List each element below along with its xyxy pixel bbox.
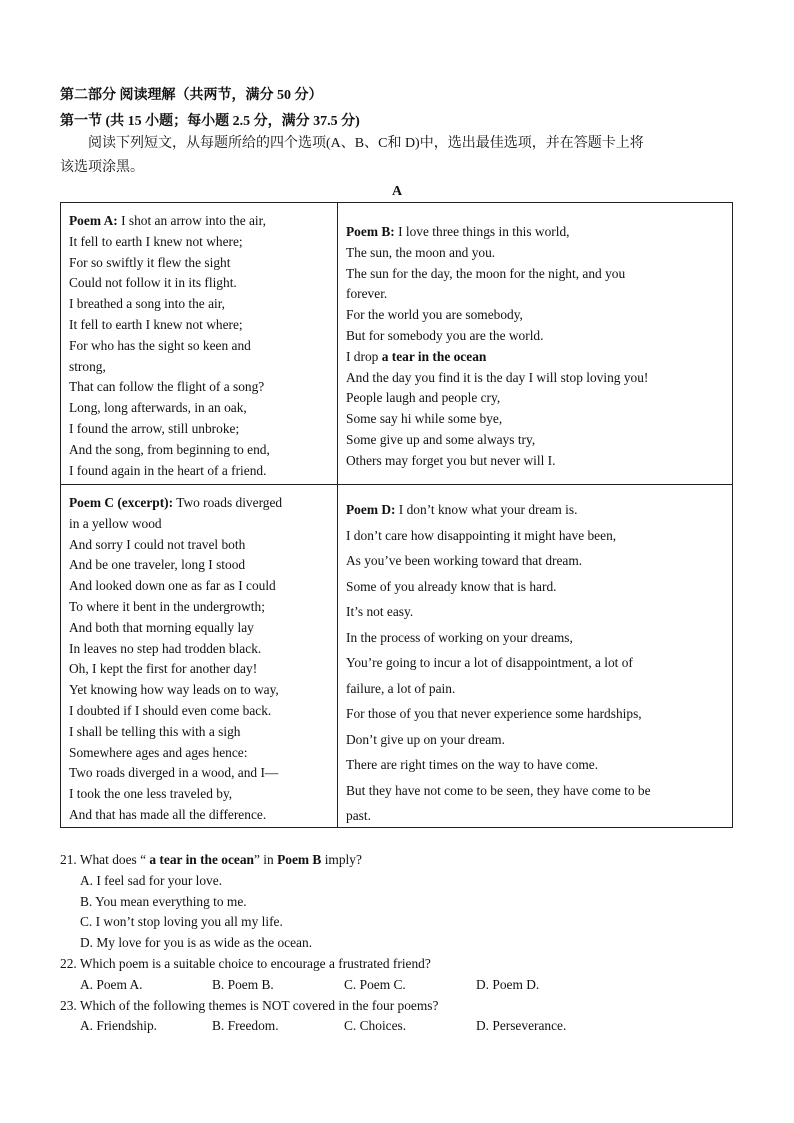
poem-d-line: But they have not come to be seen, they have come to be (346, 782, 651, 798)
poem-d-line: Some of you already know that is hard. (346, 578, 557, 594)
poem-d-line: past. (346, 808, 371, 823)
q21-option-d: D. My love for you is as wide as the ocean. (80, 935, 313, 951)
poem-a-line: Long, long afterwards, in an oak, (69, 400, 247, 416)
poem-c-line: Two roads diverged in a wood, and I— (69, 765, 279, 781)
poem-a-line-0: I shot an arrow into the air, (117, 213, 266, 228)
question-22-stem: 22. Which poem is a suitable choice to encourage a frustrated friend? (60, 955, 431, 971)
q23-option-a: A. Friendship. (80, 1018, 157, 1034)
poem-b-tear-phrase: a tear in the ocean (381, 348, 487, 364)
poem-d-label: Poem D: (346, 502, 396, 517)
section-title: 第一节 (共 15 小题；每小题 2.5 分，满分 37.5 分) (60, 114, 360, 129)
poem-a-line: For so swiftly it flew the sight (69, 254, 231, 270)
q23-option-b: B. Freedom. (212, 1018, 279, 1034)
poem-c-line: And be one traveler, long I stood (69, 557, 246, 573)
poem-c-line: To where it bent in the undergrowth; (69, 598, 265, 614)
poem-d-line: As you’ve been working toward that dream. (346, 553, 583, 568)
q22-option-c: C. Poem C. (344, 976, 406, 992)
poem-a-line: Could not follow it in its flight. (69, 275, 237, 291)
poem-d-line: You’re going to incur a lot of disappointment, a lot of (346, 655, 633, 670)
poem-a-line: It fell to earth I knew not where; (69, 233, 243, 249)
instruction-text-1: 阅读下列短文，从每题所给的四个选项(A、B、C和 D)中，选出最佳选项，并在答题卡上将 (88, 136, 644, 151)
poem-d-line-0: I don’t know what your dream is. (395, 502, 578, 517)
q21-poem: Poem B (277, 852, 322, 867)
poem-c-line-0: Two roads diverged (173, 495, 283, 510)
poem-c-line: I shall be telling this with a sigh (69, 723, 241, 739)
poem-b-line: Some give up and some always try, (346, 431, 536, 447)
poem-table (60, 202, 733, 828)
poem-b-line: People laugh and people cry, (346, 390, 501, 406)
poem-c-cell (61, 485, 338, 827)
poem-b-line: Some say hi while some bye, (346, 411, 503, 427)
q21-pre: 21. What does “ (60, 852, 147, 867)
poem-a-line: strong, (69, 358, 106, 374)
question-21-stem (60, 850, 740, 871)
poem-b-cell (338, 203, 732, 485)
instruction-line-1 (60, 132, 740, 156)
instruction-line-2: 该选项涂黑。 (60, 160, 144, 175)
poem-a-line: I found again in the heart of a friend. (69, 462, 267, 478)
poem-b-line: For the world you are somebody, (346, 307, 523, 323)
questions-section (60, 850, 740, 1037)
poem-d-line: Don’t give up on your dream. (346, 731, 505, 747)
poem-a-cell (61, 203, 338, 485)
poem-a-line: It fell to earth I knew not where; (69, 316, 243, 332)
poem-c-line: And looked down one as far as I could (69, 578, 276, 594)
q23-option-c: C. Choices. (344, 1018, 407, 1034)
poem-a-line: And the song, from beginning to end, (69, 441, 270, 457)
poem-d-line: There are right times on the way to have come. (346, 757, 599, 772)
poem-c-label: Poem C (excerpt): (69, 495, 174, 510)
q23-options (60, 1016, 740, 1037)
q22-options (60, 975, 740, 996)
poem-c-line: Oh, I kept the first for another day! (69, 661, 258, 677)
q21-post: imply? (321, 852, 362, 867)
q21-phrase: a tear in the ocean (146, 852, 255, 867)
poem-c-line: Somewhere ages and ages hence: (69, 744, 248, 760)
poem-b-line: The sun for the day, the moon for the night, and you (346, 265, 626, 281)
poem-b-tear-line (346, 347, 732, 368)
question-23-stem: 23. Which of the following themes is NOT covered in the four poems? (60, 997, 439, 1013)
q22-option-a: A. Poem A. (80, 976, 143, 992)
poem-d-line: I don’t care how disappointing it might have been, (346, 527, 617, 543)
poem-a-line: I breathed a song into the air, (69, 296, 226, 312)
poem-c-line: I doubted if I should even come back. (69, 702, 272, 718)
poem-c-line: In leaves no step had trodden black. (69, 640, 262, 656)
part-title: 第二部分 阅读理解（共两节，满分 50 分） (60, 88, 323, 103)
poem-b-tear-prefix: I drop (346, 348, 382, 364)
poem-b-line: But for somebody you are the world. (346, 327, 544, 343)
poem-c-line: I took the one less traveled by, (69, 786, 233, 802)
q21-option-c: C. I won’t stop loving you all my life. (80, 914, 283, 930)
poem-b-line: The sun, the moon and you. (346, 244, 496, 260)
poem-d-line: In the process of working on your dreams, (346, 629, 573, 645)
q21-mid: ” in (254, 852, 278, 867)
poem-c-line: in a yellow wood (69, 515, 162, 531)
poem-d-first-line (346, 497, 732, 523)
poem-c-line: Yet knowing how way leads on to way, (69, 682, 279, 698)
poem-a-line: For who has the sight so keen and (69, 337, 251, 353)
q22-option-b: B. Poem B. (212, 976, 274, 992)
poem-d-line: It’s not easy. (346, 604, 414, 619)
poem-c-line: And sorry I could not travel both (69, 536, 246, 552)
poem-a-line: That can follow the flight of a song? (69, 379, 265, 395)
poem-c-first-line (69, 493, 337, 514)
poem-d-line: failure, a lot of pain. (346, 680, 456, 696)
poem-b-first-line (346, 222, 732, 243)
poem-d-line: For those of you that never experience some hardships, (346, 706, 642, 721)
poem-b-line: And the day you find it is the day I will stop loving you! (346, 369, 649, 385)
poem-a-label: Poem A: (69, 213, 118, 228)
poem-b-line-0: I love three things in this world, (394, 224, 570, 239)
poem-c-line: And both that morning equally lay (69, 619, 254, 635)
poem-b-line: forever. (346, 286, 388, 302)
q21-option-b: B. You mean everything to me. (80, 893, 247, 909)
passage-label: A (391, 184, 403, 199)
poem-a-line: I found the arrow, still unbroke; (69, 420, 240, 436)
poem-b-label: Poem B: (346, 224, 395, 239)
poem-d-cell (338, 485, 732, 827)
q22-option-d: D. Poem D. (476, 976, 540, 992)
poem-c-line: And that has made all the difference. (69, 806, 267, 822)
poem-b-line: Others may forget you but never will I. (346, 452, 556, 468)
poem-a-first-line (69, 211, 337, 232)
q23-option-d: D. Perseverance. (476, 1018, 567, 1034)
q21-option-a: A. I feel sad for your love. (80, 872, 223, 888)
